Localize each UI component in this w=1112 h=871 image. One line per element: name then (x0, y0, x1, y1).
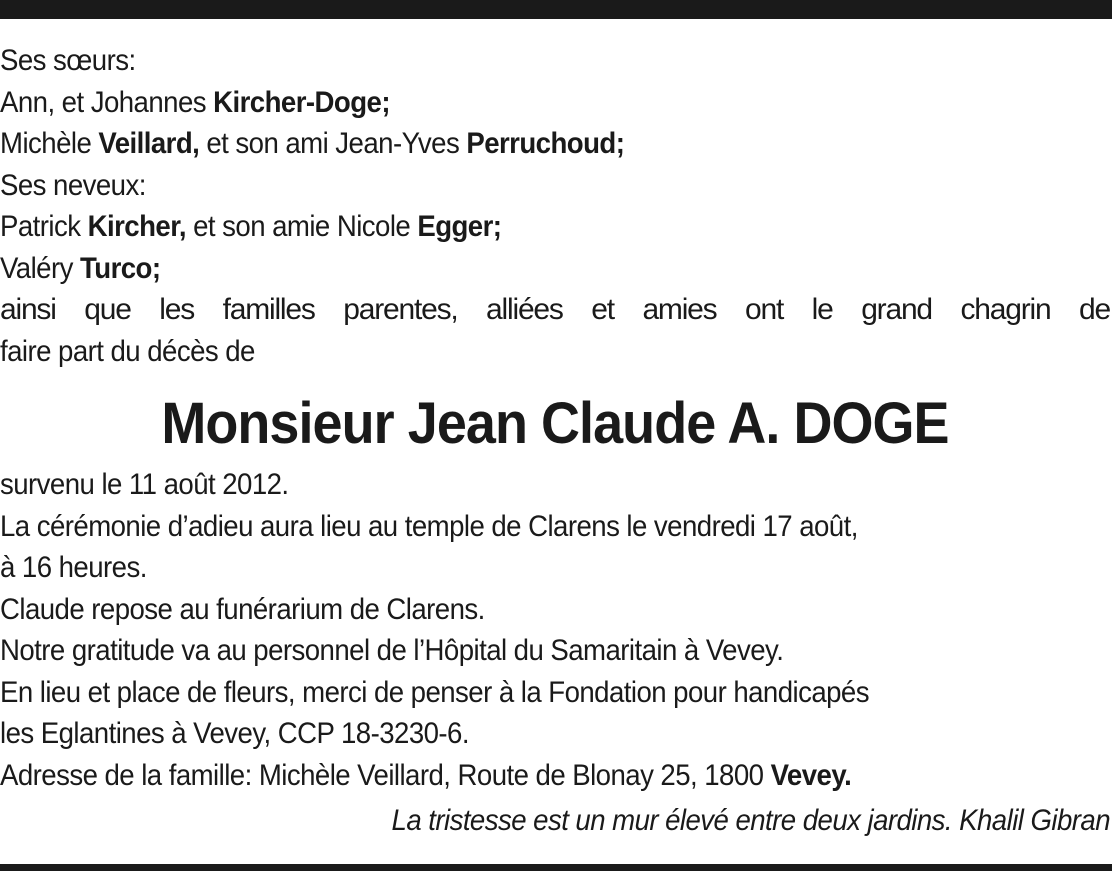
flowers-line-2: les Eglantines à Vevey, CCP 18-3230-6. (0, 717, 469, 750)
family-address (0, 755, 1021, 797)
address-text: Adresse de la famille: Michèle Veillard, Route de Blonay 25, 1800 (0, 758, 771, 792)
ceremony-line-1: La cérémonie d’adieu aura lieu au temple de Clarens le vendredi 17 août, (0, 509, 858, 543)
notice-body (0, 40, 1110, 842)
nephew-entry-2 (0, 248, 1021, 290)
bottom-rule (0, 864, 1112, 871)
nephew-1-first-name: Patrick (0, 210, 88, 243)
nephew-1-partner: et son amie Nicole (185, 210, 418, 243)
sister-1-surname: Kircher-Doge; (213, 85, 390, 119)
nephew-2-surname: Turco; (79, 251, 161, 285)
sister-2-partner-surname: Perruchoud; (466, 127, 625, 160)
deceased-name: Monsieur Jean Claude A. DOGE (161, 391, 949, 456)
sister-entry-1 (0, 82, 1021, 124)
gratitude-line: Notre gratitude va au personnel de l’Hôpital du Samaritain à Vevey. (0, 634, 784, 667)
nephews-heading: Ses neveux: (0, 168, 146, 202)
flowers-line-1: En lieu et place de fleurs, merci de penser à la Fondation pour handicapés (0, 675, 869, 709)
sister-2-first-name: Michèle (0, 127, 99, 160)
top-rule (0, 0, 1112, 19)
address-city: Vevey. (770, 758, 852, 792)
death-date: survenu le 11 août 2012. (0, 468, 289, 501)
nephew-2-first-name: Valéry (0, 251, 80, 285)
sister-2-partner: et son ami Jean-Yves (199, 127, 467, 160)
ceremony-line-2: à 16 heures. (0, 551, 147, 584)
nephew-entry-1 (0, 206, 1021, 248)
nephew-1-surname: Kircher, (87, 210, 186, 243)
repose-line: Claude repose au funérarium de Clarens. (0, 592, 485, 626)
sisters-heading: Ses sœurs: (0, 44, 136, 77)
sister-entry-2 (0, 123, 1021, 165)
families-line-1: ainsi que les familles parentes, alliées et amies ont le grand chagrin de (0, 293, 1110, 326)
sister-2-surname: Veillard, (98, 127, 200, 160)
nephew-1-partner-surname: Egger; (417, 210, 502, 243)
sister-1-names: Ann, et Johannes (0, 85, 214, 119)
closing-quote: La tristesse est un mur élevé entre deux jardins. Khalil Gibran (391, 804, 1110, 837)
families-line-2: faire part du décès de (0, 334, 255, 368)
